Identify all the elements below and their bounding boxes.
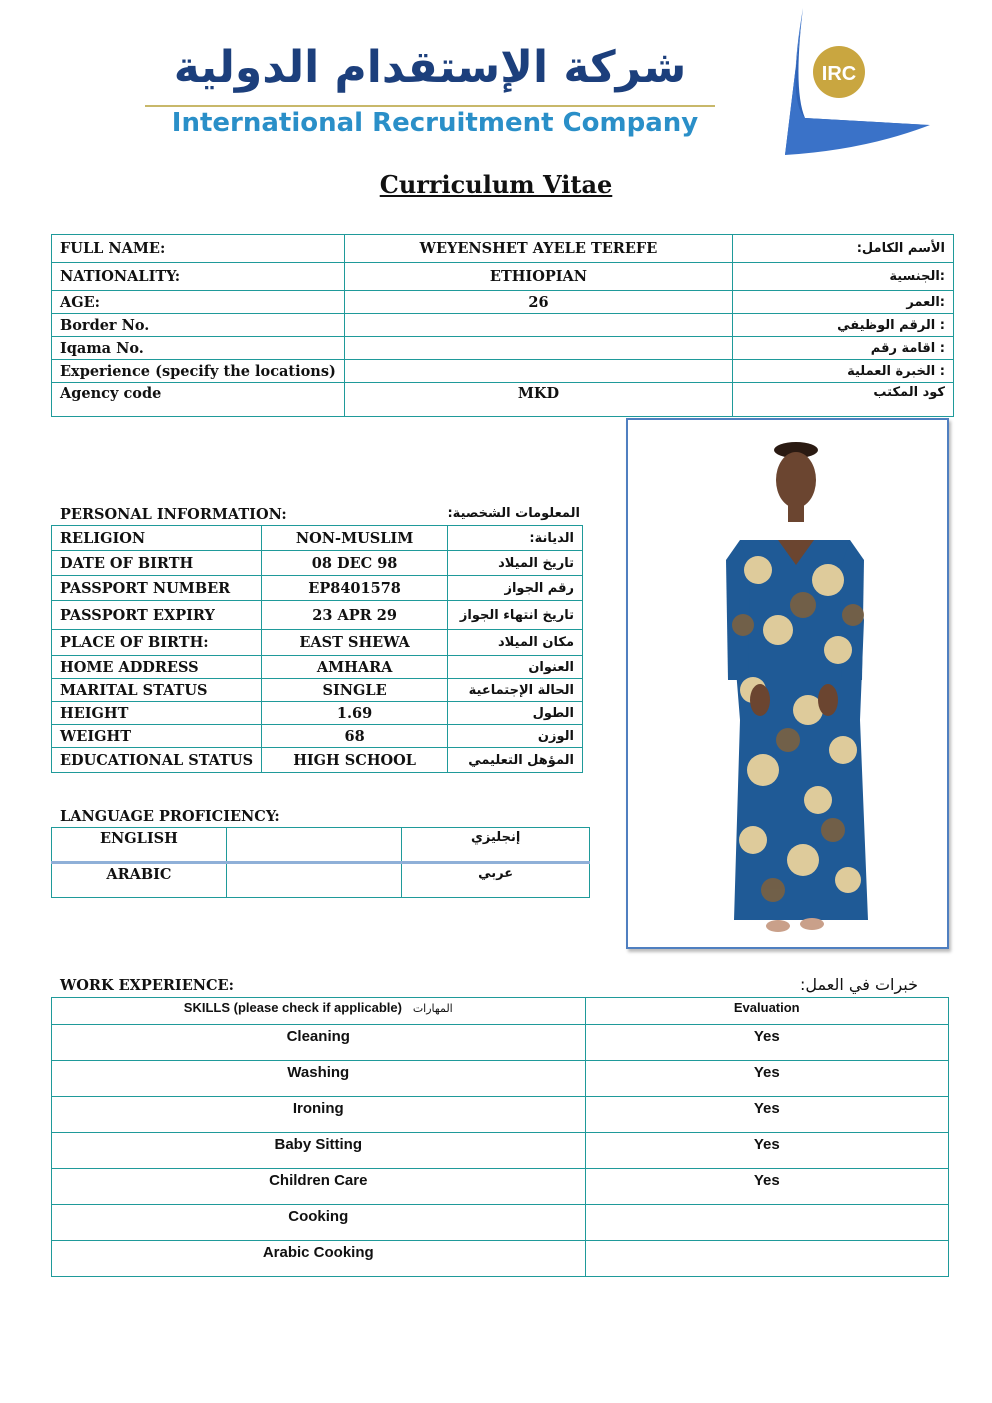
info-row: [52, 291, 954, 314]
skills-header-label: SKILLS (please check if applicable): [183, 1000, 402, 1015]
language-table: [51, 827, 590, 898]
personal-label-ar: الوزن: [448, 725, 583, 748]
personal-label: MARITAL STATUS: [52, 679, 262, 702]
work-experience-heading: WORK EXPERIENCE:: [60, 977, 234, 994]
work-experience-table: [51, 997, 949, 1277]
skill-evaluation: [585, 1205, 948, 1241]
work-table-header: [52, 998, 949, 1025]
personal-value: SINGLE: [262, 679, 448, 702]
language-label-ar: عربي: [402, 863, 590, 898]
personal-label: PASSPORT EXPIRY: [52, 601, 262, 630]
skill-row: [52, 1097, 949, 1133]
language-label: ARABIC: [52, 863, 227, 898]
skill-name: Ironing: [52, 1097, 586, 1133]
info-value: [344, 337, 732, 360]
skill-evaluation: Yes: [585, 1061, 948, 1097]
info-label: AGE:: [52, 291, 345, 314]
info-label: NATIONALITY:: [52, 263, 345, 291]
personal-label: PASSPORT NUMBER: [52, 576, 262, 601]
skill-row: [52, 1061, 949, 1097]
personal-label-ar: الديانة:: [448, 526, 583, 551]
personal-label-ar: العنوان: [448, 656, 583, 679]
info-label: Agency code: [52, 383, 345, 417]
language-heading: LANGUAGE PROFICIENCY:: [60, 808, 280, 825]
personal-info-row: [52, 576, 583, 601]
info-row: [52, 360, 954, 383]
skill-row: [52, 1241, 949, 1277]
language-label: ENGLISH: [52, 828, 227, 863]
info-value: [344, 360, 732, 383]
personal-info-heading: PERSONAL INFORMATION:: [60, 506, 287, 523]
info-label-ar: :الجنسية: [733, 263, 954, 291]
personal-label: HEIGHT: [52, 702, 262, 725]
info-value: ETHIOPIAN: [344, 263, 732, 291]
skill-evaluation: Yes: [585, 1025, 948, 1061]
info-row: [52, 263, 954, 291]
personal-label-ar: الطول: [448, 702, 583, 725]
skill-name: Cooking: [52, 1205, 586, 1241]
skills-header-label-ar: المهارات: [412, 1002, 453, 1015]
skill-name: Arabic Cooking: [52, 1241, 586, 1277]
info-label-ar: كود المكتب: [733, 383, 954, 417]
info-label-ar: : الرقم الوظيفي: [733, 314, 954, 337]
info-row: [52, 383, 954, 417]
personal-label-ar: الحالة الإجتماعية: [448, 679, 583, 702]
info-label: Border No.: [52, 314, 345, 337]
personal-info-row: [52, 725, 583, 748]
personal-label: WEIGHT: [52, 725, 262, 748]
skill-row: [52, 1025, 949, 1061]
language-row: [52, 863, 590, 898]
page-title: Curriculum Vitae: [379, 170, 613, 199]
personal-value: 1.69: [262, 702, 448, 725]
skill-row: [52, 1205, 949, 1241]
info-value: MKD: [344, 383, 732, 417]
evaluation-column-header: Evaluation: [585, 998, 948, 1025]
company-logo: [135, 0, 935, 165]
info-label: FULL NAME:: [52, 235, 345, 263]
work-experience-heading-ar: خبرات في العمل:: [799, 975, 918, 994]
personal-label-ar: تاريخ الميلاد: [448, 551, 583, 576]
personal-label: HOME ADDRESS: [52, 656, 262, 679]
personal-label: EDUCATIONAL STATUS: [52, 748, 262, 773]
skills-column-header: [52, 998, 586, 1025]
personal-label-ar: تاريخ انتهاء الجواز: [448, 601, 583, 630]
personal-info-row: [52, 679, 583, 702]
personal-info-row: [52, 748, 583, 773]
personal-value: 08 DEC 98: [262, 551, 448, 576]
skill-evaluation: Yes: [585, 1169, 948, 1205]
skill-name: Washing: [52, 1061, 586, 1097]
skill-evaluation: Yes: [585, 1097, 948, 1133]
logo-divider: [145, 105, 715, 107]
language-row: [52, 828, 590, 863]
skill-row: [52, 1133, 949, 1169]
logo-english-text: International Recruitment Company: [171, 108, 699, 138]
logo-arabic-text: شركة الإستقدام الدولية: [173, 42, 687, 93]
personal-info-heading-ar: المعلومات الشخصية:: [447, 506, 580, 521]
info-value: 26: [344, 291, 732, 314]
personal-info-row: [52, 630, 583, 656]
info-label: Iqama No.: [52, 337, 345, 360]
info-row: [52, 314, 954, 337]
personal-label-ar: رقم الجواز: [448, 576, 583, 601]
skill-name: Baby Sitting: [52, 1133, 586, 1169]
personal-info-row: [52, 601, 583, 630]
language-level: [226, 828, 402, 863]
personal-label-ar: مكان الميلاد: [448, 630, 583, 656]
personal-info-row: [52, 656, 583, 679]
info-label-ar: : الخبرة العملية: [733, 360, 954, 383]
skill-name: Children Care: [52, 1169, 586, 1205]
personal-info-row: [52, 526, 583, 551]
personal-label: DATE OF BIRTH: [52, 551, 262, 576]
candidate-photo-image: [628, 420, 947, 947]
personal-value: 23 APR 29: [262, 601, 448, 630]
info-row: [52, 337, 954, 360]
candidate-photo: [626, 418, 949, 949]
skill-evaluation: [585, 1241, 948, 1277]
personal-label-ar: المؤهل التعليمي: [448, 748, 583, 773]
personal-info-table: [51, 525, 583, 773]
personal-value: 68: [262, 725, 448, 748]
personal-value: NON-MUSLIM: [262, 526, 448, 551]
basic-info-table: [51, 234, 954, 417]
info-value: [344, 314, 732, 337]
info-label-ar: الأسم الكامل:: [733, 235, 954, 263]
personal-info-row: [52, 702, 583, 725]
personal-info-row: [52, 551, 583, 576]
info-label: Experience (specify the locations): [52, 360, 345, 383]
skill-row: [52, 1169, 949, 1205]
personal-value: EP8401578: [262, 576, 448, 601]
personal-label: RELIGION: [52, 526, 262, 551]
personal-value: HIGH SCHOOL: [262, 748, 448, 773]
language-label-ar: إنجليزي: [402, 828, 590, 863]
personal-value: EAST SHEWA: [262, 630, 448, 656]
info-label-ar: : اقامة رقم: [733, 337, 954, 360]
skill-evaluation: Yes: [585, 1133, 948, 1169]
logo-mark-icon: [745, 0, 935, 160]
logo-badge-text: IRC: [821, 63, 857, 85]
personal-value: AMHARA: [262, 656, 448, 679]
info-label-ar: :العمر: [733, 291, 954, 314]
skill-name: Cleaning: [52, 1025, 586, 1061]
personal-label: PLACE OF BIRTH:: [52, 630, 262, 656]
language-level: [226, 863, 402, 898]
info-value: WEYENSHET AYELE TEREFE: [344, 235, 732, 263]
info-row: [52, 235, 954, 263]
